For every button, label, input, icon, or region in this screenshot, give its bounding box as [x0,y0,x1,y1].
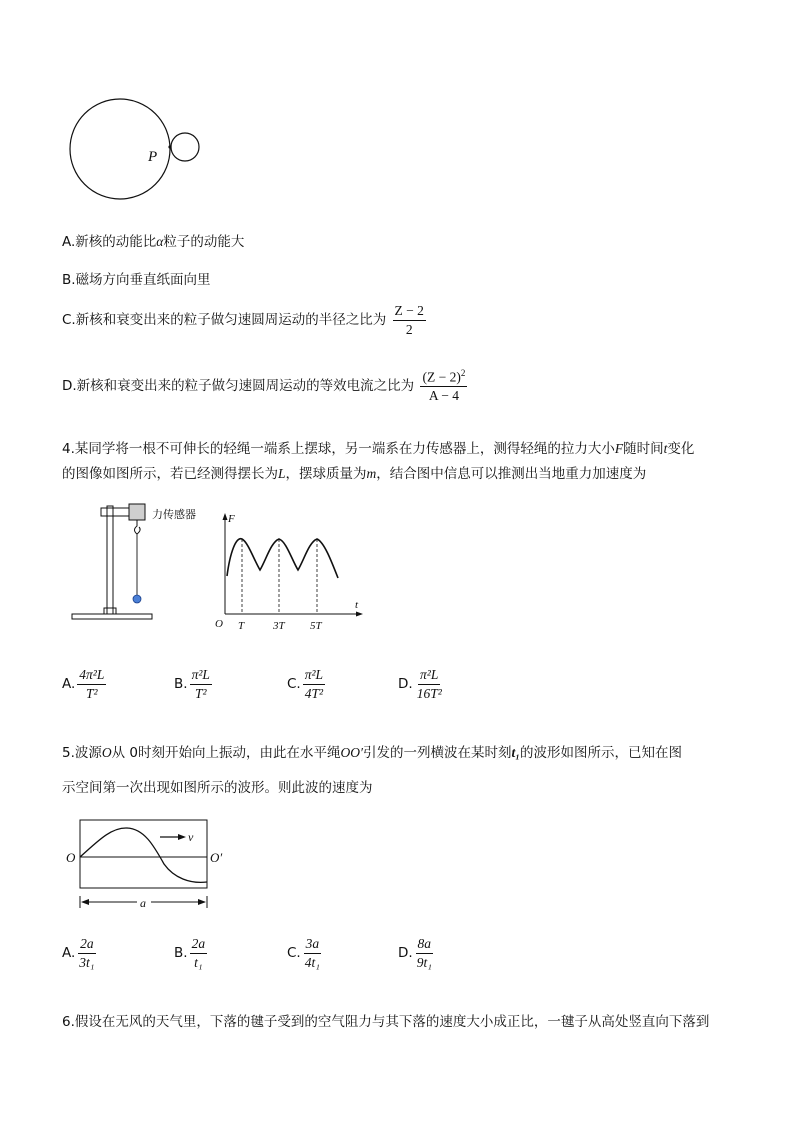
velocity-label: v [188,830,194,844]
force-sensor [129,504,145,520]
q4-stem-line1: 4.某同学将一根不可伸长的轻绳一端系上摆球，另一端系在力传感器上，测得轻绳的拉力大小F随时间t变化 [62,441,695,457]
tick-label-t: T [238,620,245,632]
q4-stem-line2: 的图像如图所示，若已经测得摆长为L，摆球质量为m，结合图中信息可以推测出当地重力加速度为 [62,466,647,482]
pendulum-apparatus [68,500,218,625]
tick-label-5t: 5T [310,620,322,632]
q4-option-d: D. $\frac{\text{π²L}}{\text{16T²}}$ [398,667,442,701]
q6-stem-line1: 6.假设在无风的天气里，下落的毽子受到的空气阻力与其下落的速度大小成正比，一毽子从高处竖直向下落到 [62,1014,710,1030]
x-axis-arrow [356,612,363,617]
left-end-label: O [66,850,76,865]
tick-label-3t: 3T [273,620,285,632]
base-plate [72,614,152,619]
q3-option-d: D.新核和衰变出来的粒子做匀速圆周运动的等效电流之比为 $\frac{(Z - 2)^2}{A - 4}$ [62,368,466,404]
q3-option-d-fraction: $\frac{(Z - 2)^2}{A - 4}$ [422,368,466,404]
sensor-label: 力传感器 [152,508,196,521]
pendulum-ball [133,595,141,603]
y-axis-label: F [228,513,235,525]
q5-stem-line2: 示空间第一次出现如图所示的波形。则此波的速度为 [62,780,373,796]
q3-option-c-fraction: $\frac{Z - 2}{2}$ [394,303,424,337]
length-label: a [140,896,146,910]
wave-figure [62,818,232,913]
q5-option-c: C. $\frac{3a}{\text{4t₁}}$ [287,936,320,970]
q4-option-b: B. $\frac{\text{π²L}}{\text{T²}}$ [174,667,210,701]
origin-label: O [215,618,223,630]
velocity-arrow-head [178,834,186,840]
q5-stem-line1: 5.波源O从 0时刻开始向上振动，由此在水平绳OO′引发的一列横波在某时刻t₁的波形如图所示，已知在图 [62,745,682,761]
length-arrow-right [198,899,206,905]
hook [135,520,141,534]
label-p: P [148,149,158,165]
q3-option-c: C.新核和衰变出来的粒子做匀速圆周运动的半径之比为 $\frac{Z - 2}{2}$ [62,303,424,337]
circles-figure [60,95,210,205]
q3-option-b: B.磁场方向垂直纸面向里 [62,272,211,288]
q5-option-d: D. $\frac{8a}{\text{9t₁}}$ [398,936,432,970]
q5-option-a: A. $\frac{2a}{\text{3t₁}}$ [62,936,95,970]
stand-arm [101,508,129,516]
right-end-label: O′ [210,850,223,865]
point-p-dot [168,145,171,148]
q4-option-a: A. $\frac{\text{4π²L}}{\text{T²}}$ [62,667,105,701]
stand-pole [107,506,113,614]
length-arrow-left [81,899,89,905]
force-time-graph [210,508,370,633]
q3-option-a: A.新核的动能比α粒子的动能大 [62,234,245,250]
y-axis-arrow [223,513,228,520]
stand-foot [104,608,116,614]
force-curve [227,539,338,578]
q5-option-b: B. $\frac{2a}{\text{t₁}}$ [174,936,206,970]
q4-option-c: C. $\frac{\text{π²L}}{\text{4T²}}$ [287,667,324,701]
x-axis-label: t [355,599,359,611]
small-circle [171,133,199,161]
